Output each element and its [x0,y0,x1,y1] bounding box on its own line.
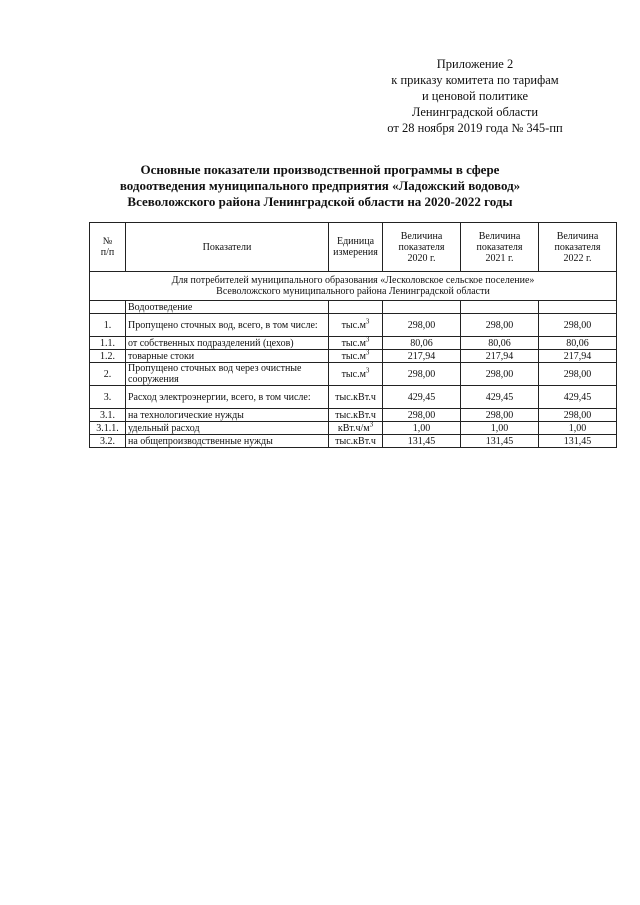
table-row: 3.1.1. удельный расход $кВт.ч/м^3$ 1,00 1,00 1,00 [90,422,617,435]
header-2022: Величина показателя 2022 г. [539,223,617,272]
appendix-line: Ленинградской области [411,105,539,119]
table-row: 1. Пропущено сточных вод, всего, в том числе: $тыс.м^3$ 298,00 298,00 298,00 [90,314,617,337]
table-row: 3.2. на общепроизводственные нужды тыс.кВт.ч 131,45 131,45 131,45 [90,435,617,448]
appendix-line: Приложение 2 [436,57,514,71]
section-row [90,301,617,314]
header-num: № п/п [90,223,126,272]
section-label: Водоотведение [126,301,329,314]
table-row: 3.1. на технологические нужды тыс.кВт.ч 298,00 298,00 298,00 [90,409,617,422]
indicators-table [89,222,617,448]
consumer-cell: Для потребителей муниципального образования «Лесколовское сельское поселение» Всеволожского муниципального района Ленинградской области [90,272,617,301]
appendix-line: от 28 ноября 2019 года № 345-пп [387,121,563,135]
title-line: Основные показатели производственной программы в сфере [140,162,500,177]
title-line: Всеволожского района Ленинградской области на 2020-2022 годы [127,194,513,209]
appendix-line: и ценовой политике [421,89,529,103]
table-row: 2. Пропущено сточных вод через очистные сооружения $тыс.м^3$ 298,00 298,00 298,00 [90,363,617,386]
table-row: 1.2. товарные стоки $тыс.м^3$ 217,94 217,94 217,94 [90,350,617,363]
header-2020: Величина показателя 2020 г. [383,223,461,272]
table-row: 3. Расход электроэнергии, всего, в том числе: тыс.кВт.ч 429,45 429,45 429,45 [90,386,617,409]
appendix-block [360,56,590,136]
title-line: водоотведения муниципального предприятия «Ладожский водовод» [119,178,521,193]
header-2021: Величина показателя 2021 г. [461,223,539,272]
table-row: 1.1. от собственных подразделений (цехов) $тыс.м^3$ 80,06 80,06 80,06 [90,337,617,350]
header-unit: Единица измерения [329,223,383,272]
table-header-row [90,223,617,272]
consumer-row [90,272,617,301]
document-title [80,162,560,210]
appendix-line: к приказу комитета по тарифам [391,73,559,87]
header-indicator: Показатели [126,223,329,272]
